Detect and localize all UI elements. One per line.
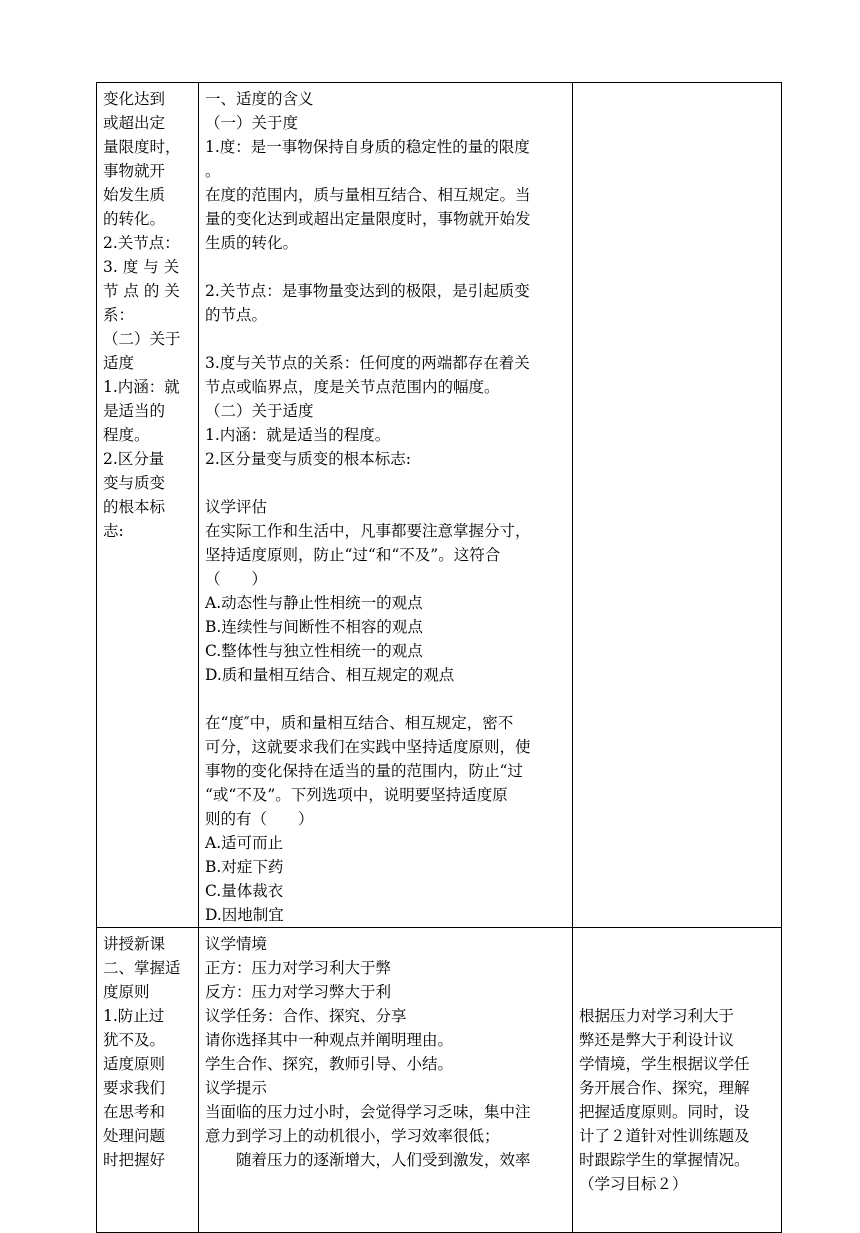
outline-line: 犹不及。 [103, 1031, 166, 1049]
content-line: A.适可而止 [205, 834, 284, 852]
content-line: B.对症下药 [205, 858, 284, 876]
content-line: C.整体性与独立性相统一的观点 [205, 642, 423, 660]
note-line: 把握适度原则。同时，设 [579, 1103, 750, 1121]
outline-line: 志: [103, 522, 124, 540]
content-line: 学生合作、探究，教师引导、小结。 [205, 1055, 454, 1073]
outline-line: 适度原则 [103, 1055, 166, 1073]
content-line: 议学提示 [205, 1079, 268, 1097]
content-line: 在“度″中，质和量相互结合、相互规定，密不 [205, 714, 514, 732]
content-line: 。 [205, 162, 221, 180]
content-line: 议学任务：合作、探究、分享 [205, 1007, 407, 1025]
content-line: 反方：压力对学习弊大于利 [205, 983, 392, 1001]
lesson-plan-table [96, 82, 782, 1233]
content-line: C.量体裁衣 [205, 882, 284, 900]
paragraph-gap [205, 255, 566, 279]
design-note-cell [573, 83, 782, 928]
paragraph-gap [205, 327, 566, 351]
content-line: 量的变化达到或超出定量限度时，事物就开始发 [205, 210, 531, 228]
content-line: D.质和量相互结合、相互规定的观点 [205, 666, 455, 684]
content-line: 事物的变化保持在适当的量的范围内，防止“过 [205, 762, 523, 780]
content-line: 当面临的压力过小时，会觉得学习乏味，集中注 [205, 1103, 531, 1121]
outline-line: 二、掌握适 [103, 959, 181, 977]
outline-line: 度原则 [103, 983, 150, 1001]
design-note-cell [573, 928, 782, 1233]
outline-line: 或超出定 [103, 114, 166, 132]
content-line: B.连续性与间断性不相容的观点 [205, 618, 423, 636]
outline-line: 处理问题 [103, 1127, 166, 1145]
outline-line: 节 点 的 关 [103, 282, 180, 300]
paragraph-gap [205, 471, 566, 495]
outline-line: 事物就开 [103, 162, 166, 180]
outline-line: 的根本标 [103, 498, 166, 516]
content-line: 正方：压力对学习利大于弊 [205, 959, 392, 977]
content-line: （一）关于度 [205, 114, 299, 132]
content-line: 意力到学习上的动机很小，学习效率很低； [205, 1127, 500, 1145]
content-line: 1.内涵：就是适当的程度。 [205, 426, 391, 444]
outline-line: 适度 [103, 354, 135, 372]
outline-line: 量限度时， [103, 138, 181, 156]
content-line: 随着压力的逐渐增大，人们受到激发，效率 [205, 1151, 531, 1169]
content-line: 1.度：是一事物保持自身质的稳定性的量的限度 [205, 138, 530, 156]
table-row [97, 928, 782, 1233]
outline-line: 3. 度 与 关 [103, 258, 180, 276]
content-line: 请你选择其中一种观点并阐明理由。 [205, 1031, 454, 1049]
content-line: 3.度与关节点的关系：任何度的两端都存在着关 [205, 354, 530, 372]
content-line: 在实际工作和生活中，凡事都要注意掌握分寸， [205, 522, 531, 540]
content-line: 坚持适度原则，防止“过“和“不及”。这符合 [205, 546, 501, 564]
content-line: 可分，这就要求我们在实践中坚持适度原则，使 [205, 738, 531, 756]
note-line: （学习目标２） [579, 1175, 688, 1193]
content-cell [199, 83, 573, 928]
content-line: （二）关于适度 [205, 402, 314, 420]
outline-line: 2.关节点： [103, 234, 180, 252]
note-line: 时跟踪学生的掌握情况。 [579, 1151, 750, 1169]
note-line: 根据压力对学习利大于 [579, 1007, 735, 1025]
note-line: 学情境，学生根据议学任 [579, 1055, 750, 1073]
content-line: 生质的转化。 [205, 234, 299, 252]
content-line: 议学评估 [205, 498, 268, 516]
paragraph-gap [205, 687, 566, 711]
outline-cell [97, 928, 199, 1233]
outline-line: 时把握好 [103, 1151, 166, 1169]
content-line: 节点或临界点，度是关节点范围内的幅度。 [205, 378, 500, 396]
outline-line: 系： [103, 306, 135, 324]
outline-line: （二）关于 [103, 330, 181, 348]
content-line: 议学情境 [205, 935, 268, 953]
outline-line: 始发生质 [103, 186, 166, 204]
content-cell [199, 928, 573, 1233]
content-line: 2.关节点：是事物量变达到的极限，是引起质变 [205, 282, 530, 300]
content-line: “或“不及”。下列选项中，说明要坚持适度原 [205, 786, 508, 804]
outline-line: 讲授新课 [103, 935, 166, 953]
outline-line: 在思考和 [103, 1103, 166, 1121]
content-line: D.因地制宜 [205, 906, 284, 924]
outline-line: 1.防止过 [103, 1007, 165, 1025]
outline-line: 程度。 [103, 426, 150, 444]
outline-line: 是适当的 [103, 402, 166, 420]
outline-line: 要求我们 [103, 1079, 166, 1097]
outline-cell [97, 83, 199, 928]
content-line: 的节点。 [205, 306, 268, 324]
content-line: A.动态性与静止性相统一的观点 [205, 594, 423, 612]
content-line: 在度的范围内，质与量相互结合、相互规定。当 [205, 186, 531, 204]
content-line: 则的有（ ） [205, 810, 314, 828]
outline-line: 2.区分量 [103, 450, 165, 468]
content-line: 一、适度的含义 [205, 90, 314, 108]
table-row [97, 83, 782, 928]
note-line: 计了２道针对性训练题及 [579, 1127, 750, 1145]
outline-line: 1.内涵：就 [103, 378, 180, 396]
note-line: 弊还是弊大于利设计议 [579, 1031, 735, 1049]
outline-line: 的转化。 [103, 210, 166, 228]
content-line: （ ） [205, 570, 268, 588]
outline-line: 变化达到 [103, 90, 166, 108]
outline-line: 变与质变 [103, 474, 166, 492]
note-line: 务开展合作、探究，理解 [579, 1079, 750, 1097]
content-line: 2.区分量变与质变的根本标志: [205, 450, 412, 468]
